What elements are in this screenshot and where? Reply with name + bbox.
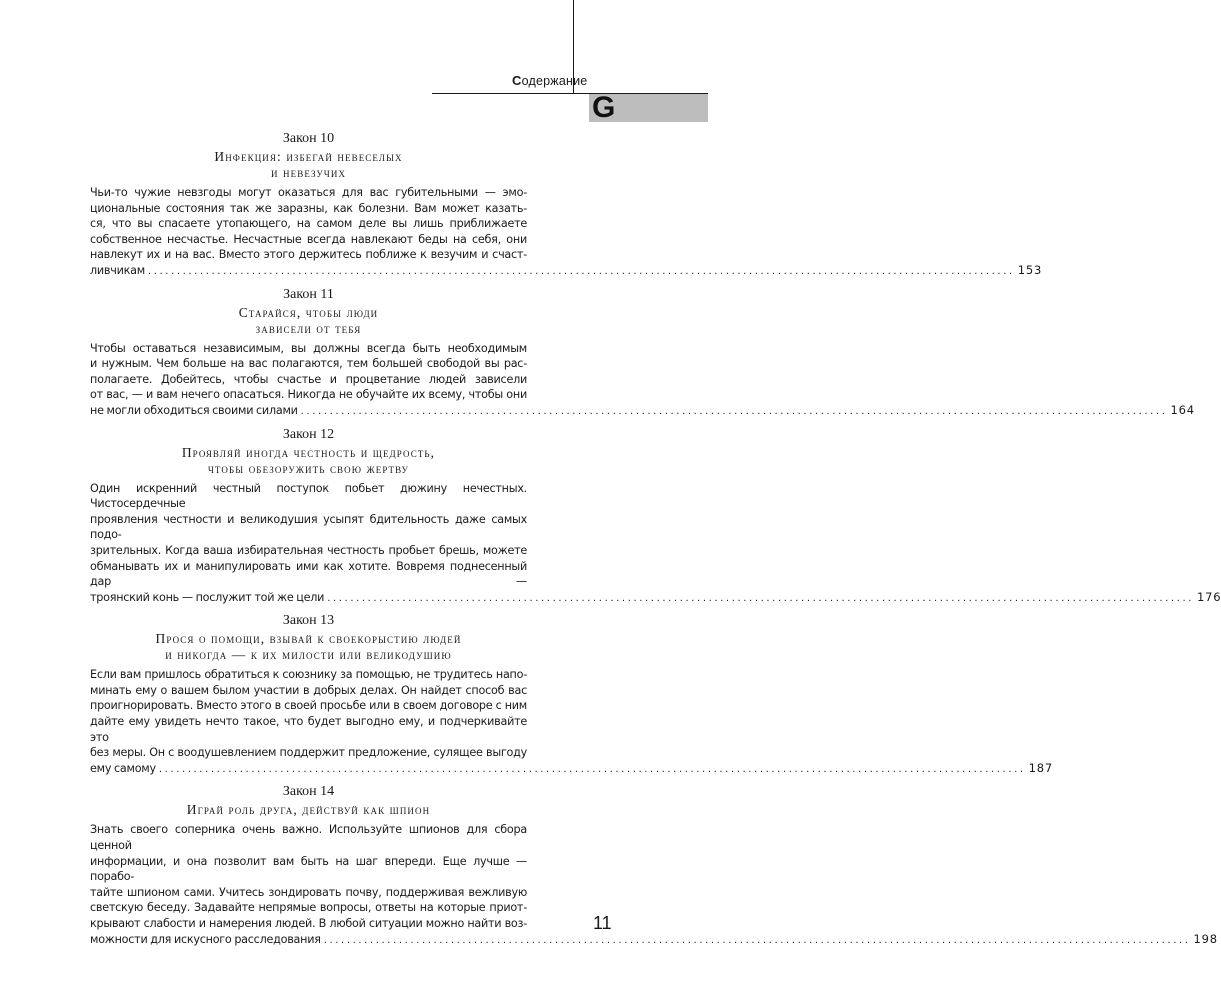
law-entry	[90, 426, 1221, 607]
law-toc-entry[interactable]	[90, 589, 1221, 607]
law-description-last-line: не могли обходиться своими силами	[90, 403, 298, 417]
dot-leader: ......................................................................................................................................................	[323, 934, 1191, 946]
dot-leader: ......................................................................................................................................................	[147, 265, 1015, 277]
law-description-last-line: ливчикам	[90, 263, 145, 277]
law-description-line: проявления честности и великодушия усыпят бдительность даже самых подо-	[90, 512, 527, 542]
dot-leader: ......................................................................................................................................................	[300, 405, 1168, 417]
law-description-line: ся, что вы спасаете утопающего, на самом деле вы лишь приближаете	[90, 217, 527, 231]
law-title-line: Инфекция: избегай невеселых	[214, 149, 403, 164]
law-description-line: Знать своего соперника очень важно. Используйте шпионов для сбора ценной	[90, 823, 527, 853]
law-list	[90, 130, 1221, 948]
law-toc-entry[interactable]	[90, 402, 1195, 420]
law-description-line: навлекут их и на вас. Вместо этого держитесь поближе к везучим и счаст-	[90, 248, 527, 262]
law-title	[90, 802, 527, 818]
law-description-line: полагаете. Добейтесь, чтобы счастье и процветание людей зависели	[90, 372, 527, 386]
law-description	[90, 185, 1043, 280]
law-number: Закон 11	[283, 286, 334, 302]
page-number: 11	[593, 913, 612, 933]
law-title-line: Прося о помощи, взывай к своекорыстию людей	[155, 631, 462, 647]
section-tab-letter: G	[592, 91, 616, 124]
law-title-line: и невезучих	[270, 165, 347, 180]
law-entry	[90, 130, 1043, 280]
law-description-last-line: можности для искусного расследования	[90, 932, 321, 946]
law-title-line: Проявляй иногда честность и щедрость,	[181, 444, 436, 460]
section-header: Содержание	[512, 73, 588, 88]
law-description-line: циональные состояния так же заразны, как болезни. Вам может казать-	[90, 201, 527, 215]
table-of-contents	[90, 130, 1221, 954]
page-reference[interactable]: 164	[1170, 402, 1195, 417]
law-number: Закон 14	[282, 784, 335, 800]
law-title-line: чтобы обезоружить свою жертву	[207, 460, 409, 476]
law-number: Закон 13	[282, 613, 335, 629]
law-description-line: проигнорировать. Вместо этого в своей просьбе или в своем договоре с ним	[90, 699, 527, 713]
law-description-line: от вас, — и вам нечего опасаться. Никогда не обучайте их всему, чтобы они	[90, 388, 527, 402]
law-toc-entry[interactable]	[90, 760, 1054, 778]
law-description	[90, 341, 1195, 420]
law-description-line: информации, и она позволит вам быть на шаг впереди. Еще лучше — порабо-	[90, 854, 527, 884]
page-reference[interactable]: 176	[1197, 589, 1221, 604]
law-entry	[90, 612, 1054, 777]
law-description-last-line: ему самому	[90, 761, 156, 775]
page-reference[interactable]: 187	[1028, 760, 1054, 775]
law-description-line: Чьи-то чужие невзгоды могут оказаться для вас губительными — эмо-	[90, 186, 527, 199]
law-description	[90, 667, 1054, 777]
law-description-line: светскую беседу. Задавайте непрямые вопросы, ответы на которые приот-	[90, 901, 527, 915]
law-description-line: Чтобы оставаться независимым, вы должны всегда быть необходимым	[90, 341, 527, 355]
law-toc-entry[interactable]	[90, 262, 1043, 280]
dot-leader: ......................................................................................................................................................	[327, 592, 1195, 604]
law-description-line: собственное несчастье. Несчастные всегда навлекают беды на себя, они	[90, 232, 527, 246]
law-title	[90, 631, 527, 663]
law-description-line: обманывать их и манипулировать ими как хотите. Вовремя поднесенный дар —	[90, 559, 527, 589]
law-description-line: Если вам пришлось обратиться к союзнику за помощью, не трудитесь напо-	[90, 668, 527, 682]
section-tab	[589, 91, 708, 124]
law-title	[90, 149, 527, 181]
law-description-line: дайте ему увидеть нечто такое, что будет выгодно ему, и подчеркивайте это	[90, 715, 527, 744]
law-description-line: минать ему о вашем былом участии в добрых делах. Он найдет способ вас	[90, 683, 527, 697]
law-title	[90, 305, 527, 337]
law-number: Закон 12	[282, 426, 335, 442]
law-description-line: Один искренний честный поступок побьет дюжину нечестных. Чистосердечные	[90, 481, 527, 511]
page-reference[interactable]: 153	[1017, 262, 1043, 277]
law-description-line: крывают слабости и намерения людей. В любой ситуации можно найти воз-	[90, 917, 527, 930]
law-title-line: зависели от тебя	[255, 320, 362, 336]
page-reference[interactable]: 198	[1193, 931, 1218, 946]
law-description-last-line: троянский конь — послужит той же цели	[90, 590, 325, 604]
law-number: Закон 10	[282, 131, 335, 146]
law-toc-entry[interactable]	[90, 931, 1218, 949]
law-description	[90, 481, 1221, 607]
dot-leader: ......................................................................................................................................................	[158, 763, 1026, 775]
law-entry	[90, 286, 1195, 420]
law-description-line: тайте шпионом сами. Учитесь зондировать почву, поддерживая вежливую	[90, 885, 527, 899]
law-description-line: и нужным. Чем больше на вас полагаются, тем большей свободой вы рас-	[90, 357, 527, 371]
law-description-line: без меры. Он с воодушевлением поддержит предложение, сулящее выгоду	[90, 746, 527, 760]
law-title-line: Старайся, чтобы люди	[238, 304, 379, 320]
law-title	[90, 445, 527, 477]
law-description-line: зрительных. Когда ваша избирательная честность пробьет брешь, можете	[90, 543, 527, 557]
law-title-line: Играй роль друга, действуй как шпион	[186, 802, 431, 818]
law-title-line: и никогда — к их милости или великодушию	[165, 647, 452, 663]
